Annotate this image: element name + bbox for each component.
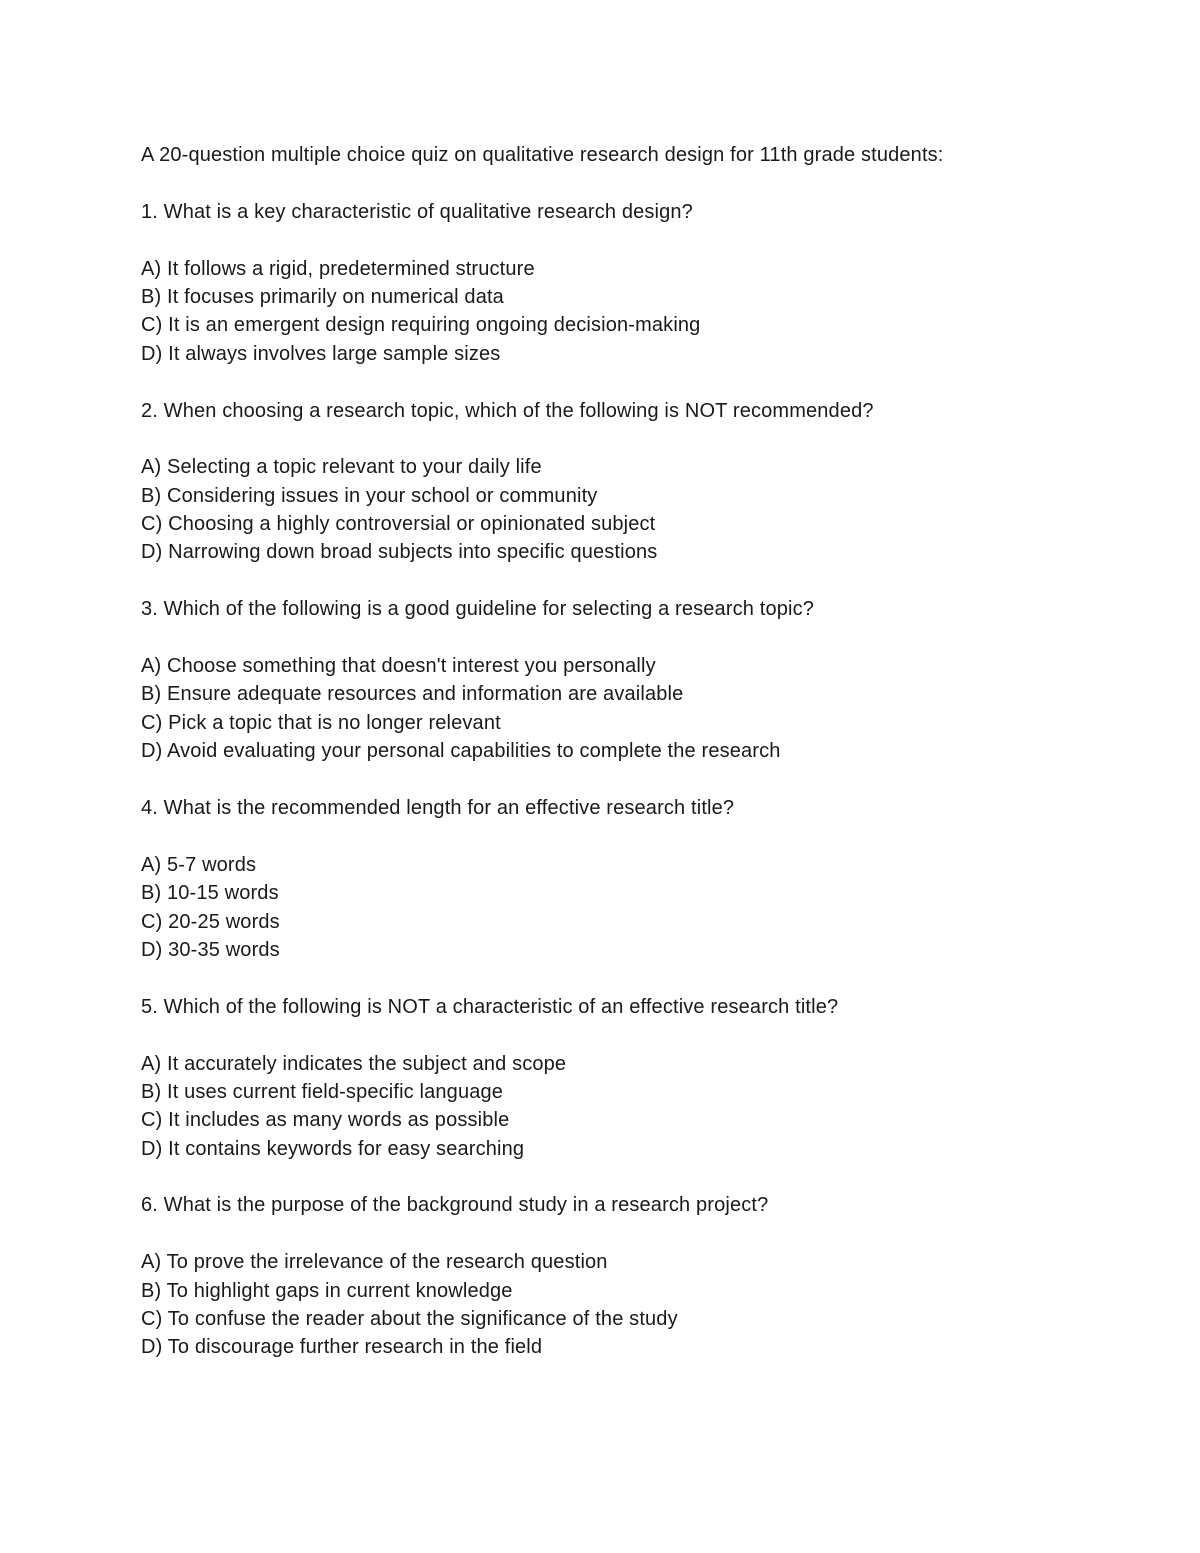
option-d: D) 30-35 words xyxy=(141,938,280,961)
option-d: D) Avoid evaluating your personal capabilities to complete the research xyxy=(141,740,781,763)
question-text: 5. Which of the following is NOT a characteristic of an effective research title? xyxy=(141,995,839,1018)
option-c: C) It is an emergent design requiring ongoing decision-making xyxy=(141,314,701,337)
question-text: 3. Which of the following is a good guideline for selecting a research topic? xyxy=(141,598,815,621)
answer-options xyxy=(141,1248,1091,1362)
option-a: A) Selecting a topic relevant to your daily life xyxy=(141,456,542,479)
option-c: C) 20-25 words xyxy=(141,910,280,933)
answer-options xyxy=(141,652,1091,766)
document-body xyxy=(141,141,1091,1390)
option-b: B) It uses current field-specific language xyxy=(141,1080,504,1103)
question-2 xyxy=(141,397,1091,567)
option-d: D) To discourage further research in the field xyxy=(141,1336,543,1359)
option-b: B) To highlight gaps in current knowledge xyxy=(141,1279,513,1302)
option-c: C) To confuse the reader about the significance of the study xyxy=(141,1308,678,1331)
question-5 xyxy=(141,993,1091,1163)
option-a: A) 5-7 words xyxy=(141,853,257,876)
option-d: D) It contains keywords for easy searching xyxy=(141,1137,525,1160)
question-6 xyxy=(141,1191,1091,1361)
answer-options xyxy=(141,453,1091,567)
question-text: 6. What is the purpose of the background study in a research project? xyxy=(141,1194,769,1217)
quiz-intro: A 20-question multiple choice quiz on qualitative research design for 11th grade students: xyxy=(141,144,944,166)
option-b: B) 10-15 words xyxy=(141,882,279,905)
question-text: 1. What is a key characteristic of qualitative research design? xyxy=(141,200,693,223)
option-b: B) Ensure adequate resources and information are available xyxy=(141,683,684,706)
answer-options xyxy=(141,1050,1091,1164)
question-text: 4. What is the recommended length for an effective research title? xyxy=(141,796,735,819)
option-b: B) It focuses primarily on numerical data xyxy=(141,285,504,308)
option-a: A) To prove the irrelevance of the research question xyxy=(141,1251,608,1274)
option-d: D) Narrowing down broad subjects into specific questions xyxy=(141,541,658,564)
question-1 xyxy=(141,198,1091,368)
option-a: A) It follows a rigid, predetermined structure xyxy=(141,257,535,280)
option-a: A) It accurately indicates the subject and scope xyxy=(141,1052,567,1075)
option-d: D) It always involves large sample sizes xyxy=(141,342,501,365)
option-c: C) Pick a topic that is no longer relevant xyxy=(141,711,501,734)
answer-options xyxy=(141,851,1091,965)
option-b: B) Considering issues in your school or community xyxy=(141,484,598,507)
option-c: C) It includes as many words as possible xyxy=(141,1109,510,1132)
question-3 xyxy=(141,595,1091,765)
question-4 xyxy=(141,794,1091,964)
option-c: C) Choosing a highly controversial or opinionated subject xyxy=(141,513,656,536)
answer-options xyxy=(141,255,1091,369)
option-a: A) Choose something that doesn't interest you personally xyxy=(141,655,656,678)
question-text: 2. When choosing a research topic, which of the following is NOT recommended? xyxy=(141,399,874,422)
